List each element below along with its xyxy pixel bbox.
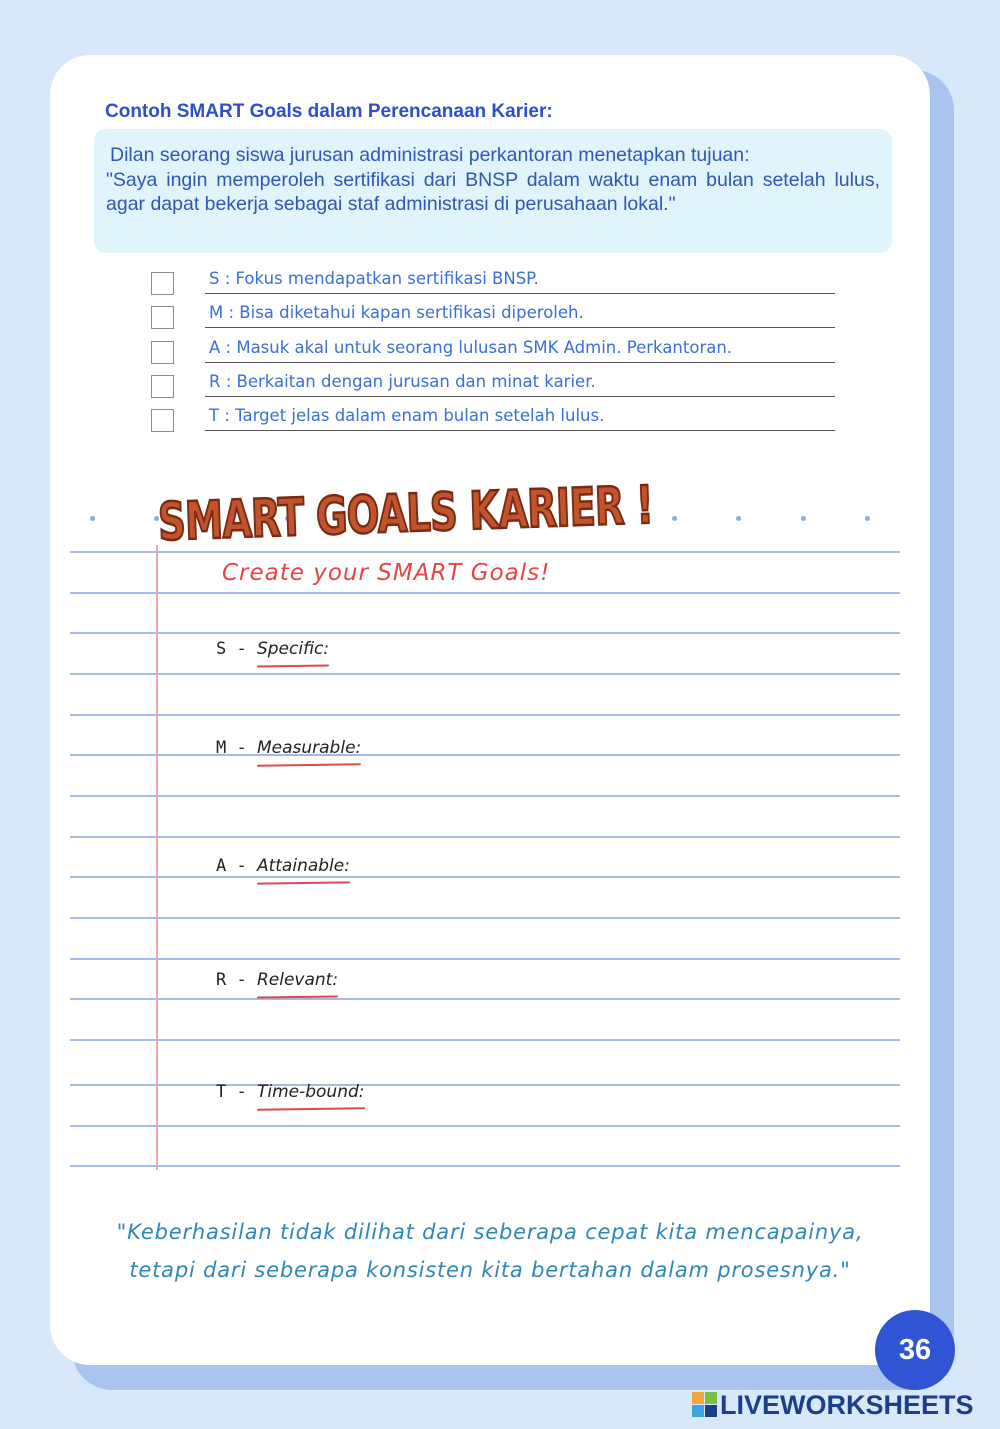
field-letter-m: M - (216, 738, 247, 758)
example-goal: "Saya ingin memperoleh sertifikasi dari BNSP dalam waktu enam bulan setelah lulus, agar dapat bekerja sebagai staf administrasi di perusahaan lokal." (106, 168, 880, 215)
field-word-specific: Specific: (257, 639, 329, 659)
field-measurable (216, 738, 361, 758)
field-letter-a: A - (216, 856, 247, 876)
field-word-relevant: Relevant: (257, 970, 338, 990)
checkbox-m[interactable] (151, 306, 174, 329)
checklist-item-r (151, 370, 841, 400)
checkbox-t[interactable] (151, 409, 174, 432)
checklist-item-a (151, 336, 841, 366)
field-attainable (216, 856, 350, 876)
field-word-measurable: Measurable: (257, 738, 361, 758)
checklist-text-a: A : Masuk akal untuk seorang lulusan SMK Admin. Perkantoran. (205, 336, 835, 363)
liveworksheets-logo-icon (692, 1392, 718, 1418)
quote-line-1: "Keberhasilan tidak dilihat dari seberapa cepat kita mencapainya, (116, 1220, 864, 1244)
checkbox-s[interactable] (151, 272, 174, 295)
brand-text: LIVEWORKSHEETS (720, 1389, 974, 1420)
field-relevant (216, 970, 338, 990)
checklist-text-m: M : Bisa diketahui kapan sertifikasi diperoleh. (205, 301, 835, 328)
notebook-lines (70, 545, 900, 1175)
checkbox-r[interactable] (151, 375, 174, 398)
quote-line-2: tetapi dari seberapa konsisten kita bertahan dalam prosesnya." (129, 1258, 851, 1282)
checklist-text-t: T : Target jelas dalam enam bulan setelah lulus. (205, 404, 835, 431)
checklist-item-m (151, 301, 841, 331)
checklist-text-s: S : Fokus mendapatkan sertifikasi BNSP. (205, 267, 835, 294)
example-title: Contoh SMART Goals dalam Perencanaan Karier: (105, 101, 553, 122)
create-goals-title: Create your SMART Goals! (222, 560, 551, 586)
field-letter-r: R - (216, 970, 247, 990)
checklist-item-s (151, 267, 841, 297)
checkbox-a[interactable] (151, 341, 174, 364)
example-intro: Dilan seorang siswa jurusan administrasi perkantoran menetapkan tujuan: (110, 144, 750, 166)
field-letter-t: T - (216, 1082, 247, 1102)
example-box (94, 129, 892, 253)
worksheet-page (50, 55, 930, 1365)
page-number-badge: 36 (875, 1310, 955, 1390)
field-word-time-bound: Time-bound: (257, 1082, 365, 1102)
checklist-text-r: R : Berkaitan dengan jurusan dan minat karier. (205, 370, 835, 397)
field-specific (216, 639, 329, 659)
checklist-item-t (151, 404, 841, 434)
smart-goals-heading-text: SMART GOALS KARIER ! (157, 469, 832, 553)
margin-line (156, 545, 158, 1170)
motivational-quote (90, 1213, 890, 1289)
liveworksheets-brand (692, 1388, 974, 1422)
field-time-bound (216, 1082, 365, 1102)
field-word-attainable: Attainable: (257, 856, 350, 876)
smart-goals-heading (154, 453, 832, 553)
field-letter-s: S - (216, 639, 247, 659)
